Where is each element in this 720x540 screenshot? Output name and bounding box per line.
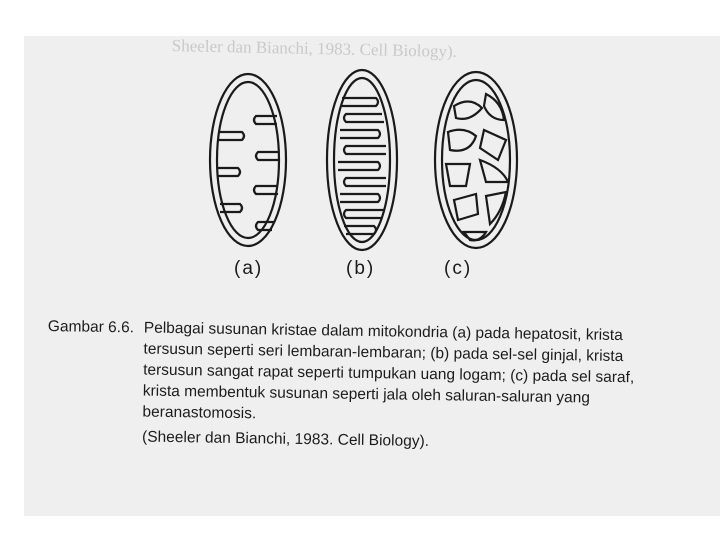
caption-line-2: tersusun seperti seri lembaran-lembaran; (b) pada sel-sel ginjal, krista	[143, 340, 624, 366]
mitochondrion-b	[327, 70, 397, 250]
scanned-page	[24, 36, 720, 516]
figure-caption	[46, 316, 708, 456]
caption-source: (Sheeler dan Bianchi, 1983. Cell Biology).	[141, 428, 430, 450]
mitochondrion-c	[435, 72, 517, 248]
caption-line-1: Pelbagai susunan kristae dalam mitokondria (a) pada hepatosit, krista	[143, 319, 623, 345]
caption-line-4: krista membentuk susunan seperti jala oleh saluran-saluran yang	[142, 382, 591, 407]
panel-label-c: (c)	[444, 258, 473, 279]
caption-line-3: tersusun sangat rapat seperti tumpukan uang logam; (c) pada sel saraf,	[143, 361, 635, 387]
panel-label-b: (b)	[346, 258, 376, 279]
caption-body	[142, 318, 708, 432]
caption-number: Gambar 6.6.	[47, 317, 135, 337]
caption-line-5: beranastomosis.	[142, 403, 257, 423]
mitochondrion-a	[210, 74, 286, 246]
bleed-line-1: Sheeler dan Bianchi, 1983. Cell Biology).	[171, 36, 458, 61]
panel-label-a: (a)	[234, 258, 264, 279]
